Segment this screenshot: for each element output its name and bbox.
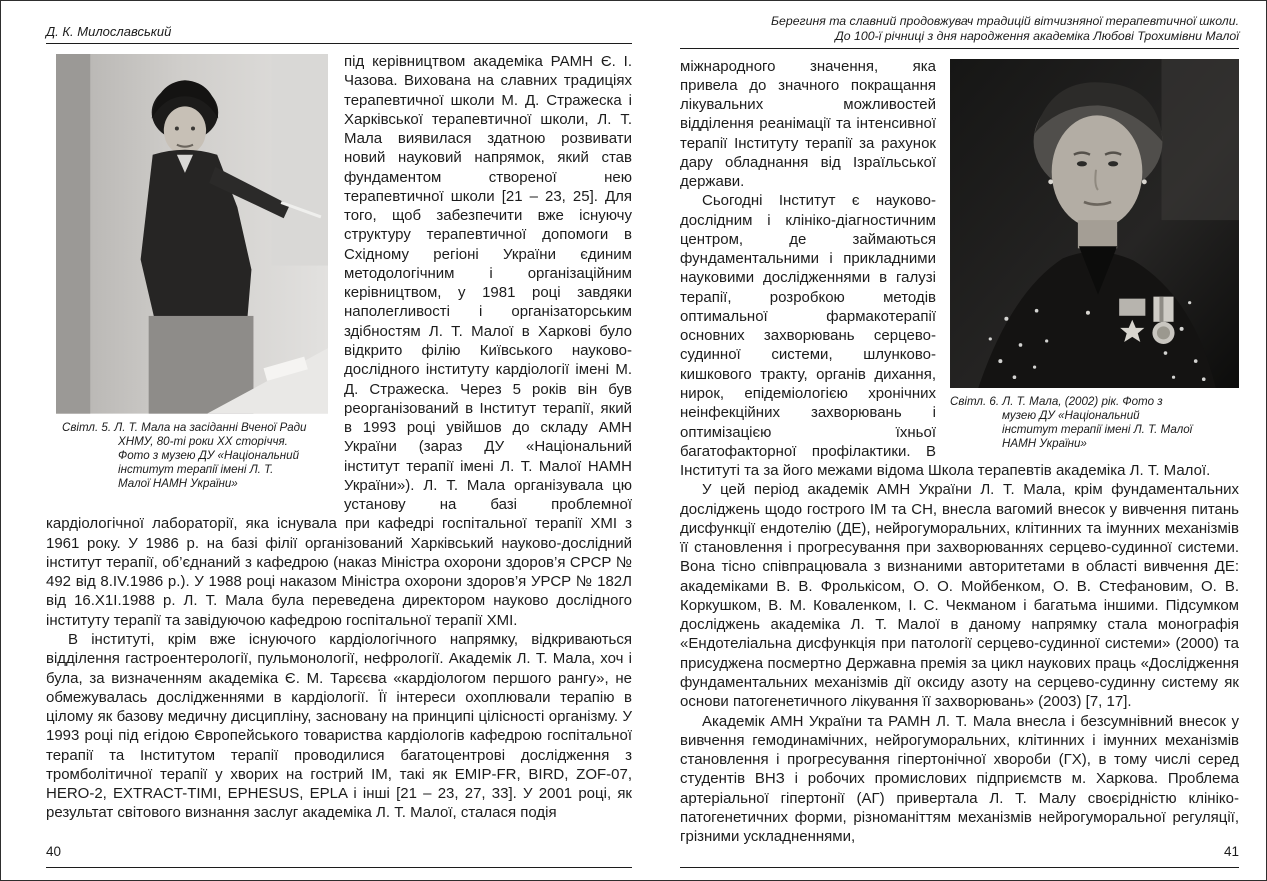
running-head-right-line1: Берегиня та славний продовжувач традицій вітчизняної терапевтичної школи. <box>771 14 1239 28</box>
page-number-right: 41 <box>1223 844 1239 859</box>
paragraph: Академік АМН України та РАМН Л. Т. Мала внесла і безсумнівний внесок у вивчення гемодинамічних, нейрогуморальних, клітинних і імунних механізмів становлення і прогресування гіпертонічної хвороби (ГХ), в тому числі серед студентів ВНЗ і робочих промислових підприємств м. Харкова. Проблема артеріальної гіпертонії (АГ) привертала Л. Т. Малу своєрідністю клініко-патогенетичних форми, різноманіттям механізмів нейрогуморальної регуляції, грізними ускладненнями, <box>680 712 1239 846</box>
paragraph: міжнародного значення, яка привела до значного покращання лікувальних можливостей відділення реанімації та інтенсивної терапії Інституту терапії за рахунок дару обладнання від Ізраїльської держави. <box>680 57 936 191</box>
figure-5-caption <box>56 421 308 492</box>
photo-mala-portrait-image <box>950 59 1239 388</box>
page-footer-left <box>46 844 632 868</box>
page-number-left: 40 <box>46 844 62 859</box>
running-head-right <box>680 13 1239 49</box>
page-right-content <box>680 57 1239 847</box>
paragraph: Сьогодні Інститут є науково-дослідним і клініко-діагностичним центром, де займаються фундаментальними і прикладними науковими дослідженнями в галузі терапії, розробкою методів оптимальної фармакотерапії основних захворювань серцево-судинної системи, шлунково-кишкового тракту, органів дихання, нирок, епідеміологією хронічних неінфекційних захворювань і оптимізацією їхньої багатофакторної профілактики. В Інституті та за його межами відома Школа терапевтів академіка Л. Т. Малої. <box>680 192 1211 480</box>
page-footer-right <box>680 844 1239 868</box>
author-name: Д. К. Милославський <box>46 24 172 39</box>
figure-6-caption <box>950 395 1195 452</box>
paragraph: під керівництвом академіка РАМН Є. І. Чазова. Вихована на славних традиціях терапевтичної школи М. Д. Стражеска і Харківської терапевтичної школи, Л. Т. Мала виявилася здатною розвивати новий науковий напрямок, який став фундаментом створеної нею терапевтичної школи [21 – 23, 25]. Для того, щоб забезпечити вже існуючу структуру терапевтичної допомоги в Східному регіоні України єдиним методологічним і організаційним керівництвом, у 1981 році завдяки наполегливості і організаторським здібностям Л. Т. Малої в Харкові було відкрито філію Київського науково-дослідного інституту кардіології імені М. Д. Стражеска. Через 5 років він був реорганізований в Інститут терапії, який в 1993 році увійшов до складу АМН України (зараз ДУ «Національний інститут терапії імені Л. Т. Малої НАМН України»). Л. Т. Мала організувала цю установу на базі проблемної кардіологічної лабораторії, яка існувала при кафедрі госпітальної терапії ХМІ з 1961 року. У 1986 р. на базі філії організований Харківський науково-дослідний інститут терапії, об’єднаний з кафедрою (наказ Міністра охорони здоров’я СРСР № 492 від 8.IV.1986 р.). У 1988 році наказом Міністра охорони здоров’я УРСР № 182Л від 16.Х1І.1988 р. Л. Т. Мала була переведена директором науково дослідного інституту терапії та завідуючою кафедрою госпітальної терапії ХМІ. <box>46 53 632 629</box>
running-head-left <box>46 13 632 44</box>
paragraph: В інституті, крім вже існуючого кардіологічного напрямку, відкриваються відділення гастроентерології, пульмонології, нефрології. Академік Л. Т. Мала, хоч і була, за визначенням академіка Є. М. Тарєєва «кардіологом першого рангу», не обмежувалась дослідженнями в кардіології. Її інтереси охоплювали терапію в цілому як базову медичну дисципліну, засновану на принципі цілісності організму. У 1993 році під егідою Європейського товариства кардіологів кафедрою госпітальної терапії та Інститутом терапії проводилися багатоцентрові дослідження з тромболітичної терапії у хворих на гострий ІМ, такі як EMIP-FR, BIRD, ZOF-07, HERO-2, EXTRACT-TIMI, EPHESUS, EPLA і інші [21 – 23, 27, 33]. У 2001 році, як результат світового визнання заслуг академіка Л. Т. Малої, сталася подія <box>46 630 632 822</box>
figure-6-caption-label: Світл. 6. <box>950 394 1000 408</box>
figure-6 <box>950 59 1239 452</box>
page-right <box>680 13 1239 868</box>
figure-6-caption-text: Л. Т. Мала, (2002) рік. Фото з музею ДУ «Національний інститут терапії імені Л. Т. Малої НАМН України» <box>1002 394 1193 451</box>
running-head-right-line2: До 100-ї річниці з дня народження академіка Любові Трохимівни Малої <box>835 28 1239 43</box>
figure-5 <box>56 54 328 491</box>
photo-mala-meeting-image <box>56 54 328 414</box>
figure-5-caption-label: Світл. 5. <box>62 420 112 434</box>
paragraph: У цей період академік АМН України Л. Т. Мала, крім фундаментальних досліджень щодо гострого ІМ та СН, внесла вагомий внесок у вивчення питань дисфункції ендотелію (ДЕ), нейрогуморальних, клітинних та імунних механізмів її становлення і прогресування при захворюваннях серцево-судинної системи. Вона тісно співпрацювала з визнаними авторитетами в області вивчення ДЕ: академіками В. В. Фролькісом, О. О. Мойбенком, О. В. Стефановим, О. В. Коркушком, В. М. Коваленком, І. С. Чекманом і багатьма іншими. Підсумком досліджень академіка Л. Т. Малої в даному напрямку стала монографія «Ендотеліальна дисфункція при патології серцево-судинної системи» (2000) та присуджена посмертно Державна премія за цикл наукових праць «Дослідження фундаментальних механізмів дії оксиду азоту на серцево-судинну систему як основи патогенетичного лікування її захворювань» (2003) [7, 17]. <box>680 481 1239 711</box>
page-left-content <box>46 52 632 823</box>
figure-5-caption-text: Л. Т. Мала на засіданні Вченої Ради ХНМУ, 80-ті роки ХХ сторіччя. Фото з музею ДУ «Національний інститут терапії імені Л. Т. Малої НАМН України» <box>114 420 307 491</box>
page-left <box>46 13 632 868</box>
